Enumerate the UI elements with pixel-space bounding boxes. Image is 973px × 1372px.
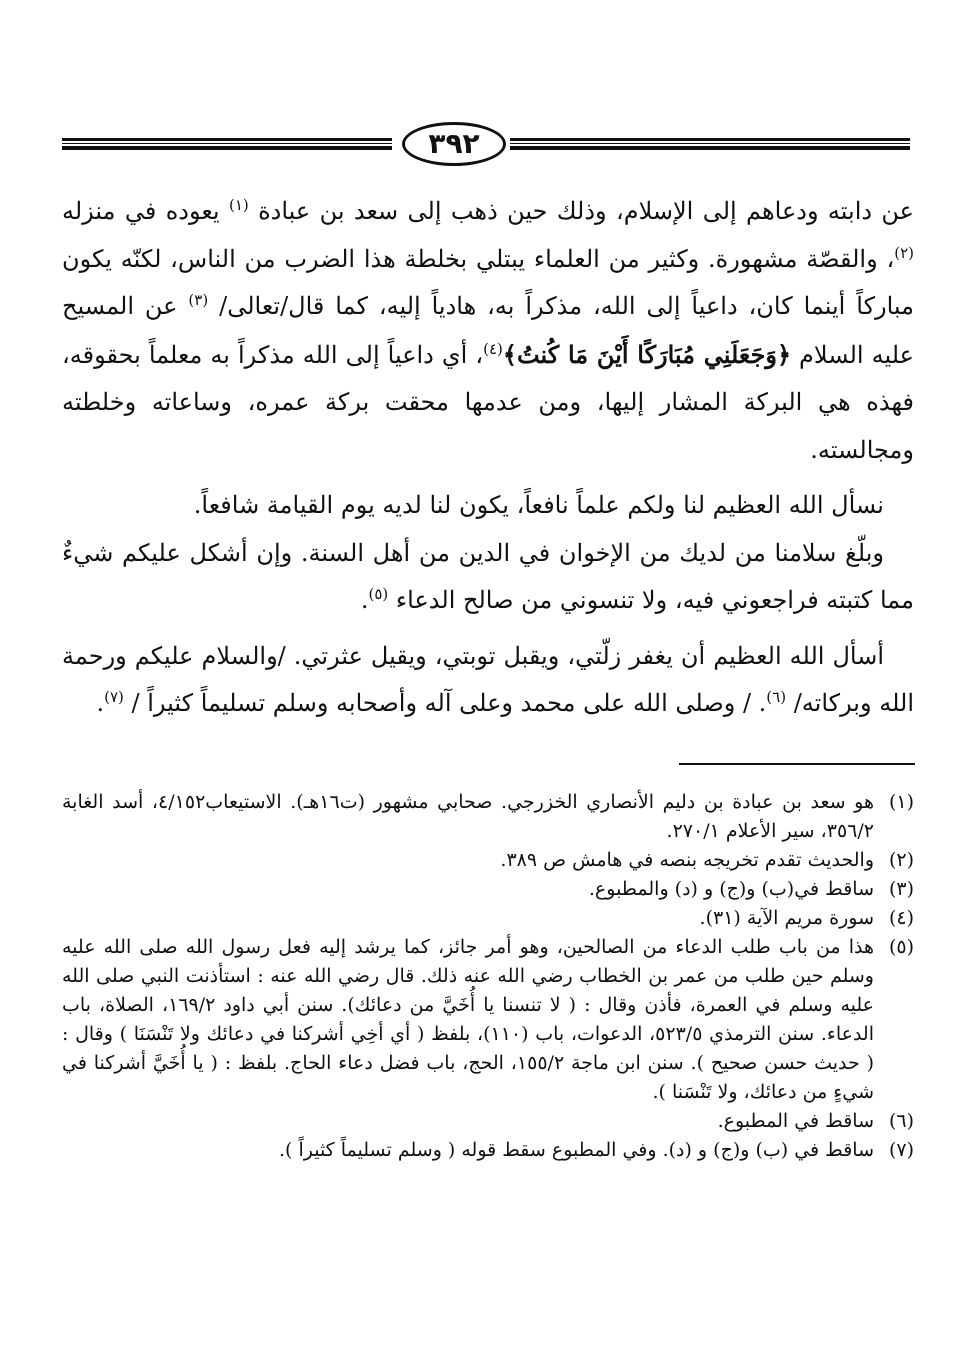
main-text xyxy=(62,188,914,728)
footnote-1 xyxy=(62,788,914,846)
page-header xyxy=(62,118,910,168)
text-run: عن دابته ودعاهم إلى الإسلام، وذلك حين ذهب إلى سعد بن عبادة xyxy=(248,197,914,225)
footnote-ref-2: (٢) xyxy=(894,243,914,262)
text-run: ، أي داعياً إلى الله مذكراً به معلماً بحقوقه، فهذه هي البركة المشار إليها، ومن عدمها محقت بركة عمره، وساعاته وخلطته ومجالسته. xyxy=(62,340,914,464)
footnote-text: ساقط في (ب) و(ج) و (د). وفي المطبوع سقط قوله ( وسلم تسليماً كثيراً ). xyxy=(278,1139,874,1161)
header-rule-right xyxy=(510,138,910,152)
page-number: ٣٩٢ xyxy=(402,122,506,166)
text-run: وبلّغ سلامنا من لديك من الإخوان في الدين من أهل السنة. وإن أشكل عليكم شيءٌ مما كتبته فراجعوني فيه، ولا تنسوني من صالح الدعاء xyxy=(62,538,914,614)
footnote-number: (٧) xyxy=(888,1139,914,1161)
footnote-text: هو سعد بن عبادة بن دليم الأنصاري الخزرجي. صحابي مشهور (ت١٦هـ). الاستيعاب٤/١٥٢، أسد الغابة ٣٥٦/٢، سير الأعلام ٢٧٠/١. xyxy=(62,791,874,842)
footnote-ref-7: (٧) xyxy=(104,688,124,706)
footnote-text: والحديث تقدم تخريجه بنصه في هامش ص ٣٨٩. xyxy=(500,849,874,871)
text-run: عن المسيح عليه السلام xyxy=(62,292,914,369)
paragraph-2: نسأل الله العظيم لنا ولكم علماً نافعاً، يكون لنا لديه يوم القيامة شافعاً. xyxy=(193,491,884,519)
text-run: أسأل الله العظيم أن يغفر زلّتي، ويقبل توبتي، ويقيل عثرتي. /والسلام عليكم ورحمة الله وبركاته/ xyxy=(62,641,914,717)
footnote-text: سورة مريم الآية (٣١). xyxy=(699,907,874,929)
footnote-number: (٤) xyxy=(888,907,914,929)
text-run: . xyxy=(360,586,369,614)
footnote-ref-6: (٦) xyxy=(766,688,787,706)
paragraph-4 xyxy=(62,633,914,728)
footnote-3 xyxy=(62,875,914,904)
footnotes xyxy=(62,788,914,1165)
text-run: ، والقصّة مشهورة. وكثير من العلماء يبتلي بخلطة هذا الضرب من الناس، لكنّه يكون مباركاً أينما كان، داعياً إلى الله، مذكراً به، هادياً إليه، كما قال/تعالى/ xyxy=(62,244,914,320)
paragraph-1 xyxy=(62,188,914,474)
footnote-2 xyxy=(62,846,914,875)
footnote-ref-1: (١) xyxy=(228,196,249,214)
footnote-ref-3: (٣) xyxy=(188,291,209,309)
footnote-number: (٥) xyxy=(888,936,914,958)
text-run: . / وصلى الله على محمد وعلى آله وأصحابه وسلم تسليماً كثيراً / xyxy=(123,689,767,717)
footnote-7 xyxy=(62,1136,914,1165)
footnote-6 xyxy=(62,1107,914,1136)
quran-verse: ﴿وَجَعَلَنِي مُبَارَكًا أَيْنَ مَا كُنتُ﴾ xyxy=(502,339,791,369)
paragraph-3 xyxy=(62,530,914,625)
footnote-text: هذا من باب طلب الدعاء من الصالحين، وهو أمر جائز، كما يرشد إليه فعل رسول الله صلى الله عليه وسلم حين طلب من عمر بن الخطاب رضي الله عنه ذلك. قال رضي الله عنه : استأذنت النبي صلى الله عليه وسلم في العمرة، فأذن وقال : ( لا تنسنا يا أُخَيَّ من دعائك). سنن أبي داود ١٦٩/٢، الصلاة، باب الدعاء. سنن الترمذي ٥٢٣/٥، الدعوات، باب (١١٠)، بلفظ ( أي أخِي أشركنا في دعائك ولا تَنْسَنَا ) وقال : ( حديث حسن صحيح ). سنن ابن ماجة ١٥٥/٢، الحج، باب فضل دعاء الحاج. بلفظ : ( يا أُخَيَّ أشركنا في شيءٍ من دعائك، ولا تَنْسَنا ). xyxy=(62,936,874,1103)
footnote-5 xyxy=(62,933,914,1107)
footnote-divider xyxy=(679,763,915,765)
footnote-text: ساقط في المطبوع. xyxy=(717,1110,874,1132)
footnote-number: (٦) xyxy=(888,1110,914,1132)
footnote-4 xyxy=(62,904,914,933)
footnote-number: (١) xyxy=(888,791,914,813)
footnote-number: (٣) xyxy=(888,878,914,900)
footnote-ref-4: (٤) xyxy=(483,339,503,358)
text-run: . xyxy=(96,689,105,717)
footnote-number: (٢) xyxy=(888,849,914,871)
footnote-text: ساقط في(ب) و(ج) و (د) والمطبوع. xyxy=(588,878,874,900)
footnote-ref-5: (٥) xyxy=(368,585,389,603)
text-run: يعوده في منزله xyxy=(62,197,229,225)
header-rule-left xyxy=(62,138,392,152)
